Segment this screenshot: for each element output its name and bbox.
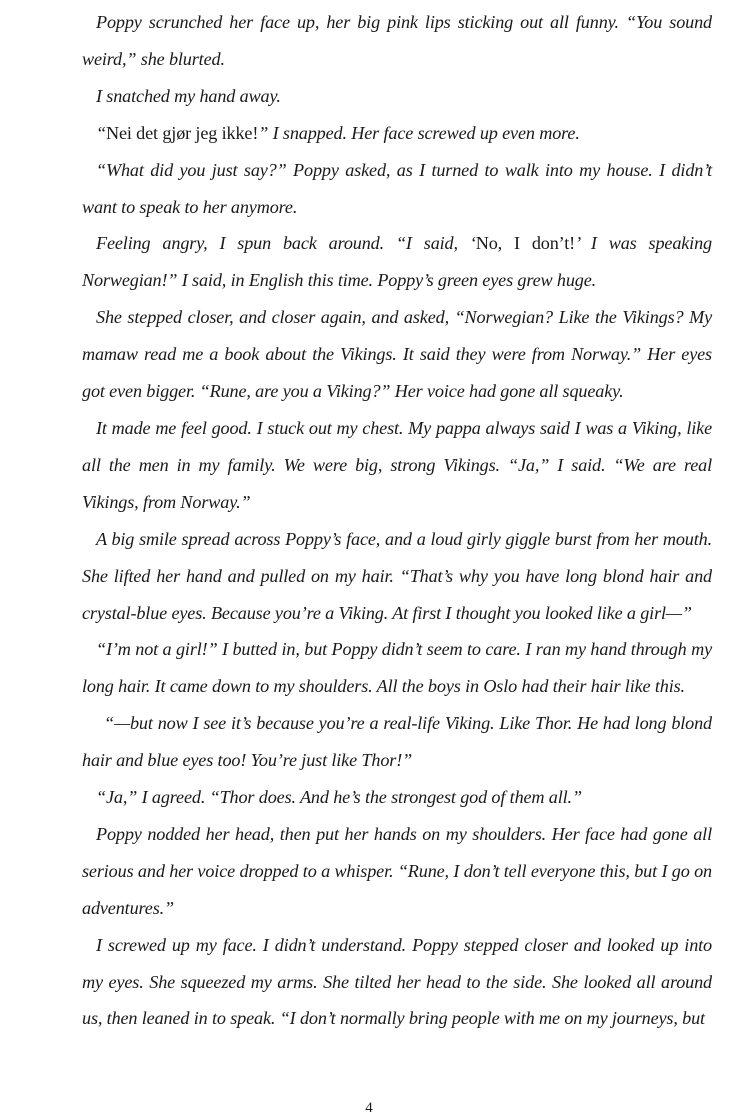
paragraph-3-part-3: ” I snapped. Her face screwed up even more. xyxy=(258,122,580,143)
paragraph-5 xyxy=(82,225,712,299)
paragraph-2: I snatched my hand away. xyxy=(96,85,281,106)
page-number: 4 xyxy=(365,1100,373,1116)
paragraph-8: A big smile spread across Poppy’s face, and a loud girly giggle burst from her mouth. She lifted her hand and pulled on my hair. “That’s why you have long blond hair and crystal-blue eyes. Because you’re a Viking. At first I thought you looked like a girl—” xyxy=(82,528,712,623)
translated-phrase: No, I don’t! xyxy=(475,233,576,254)
paragraph-1: Poppy scrunched her face up, her big pink lips sticking out all funny. “You sound weird,” she blurted. xyxy=(82,12,712,69)
paragraph-3 xyxy=(82,115,712,152)
paragraph-9: “I’m not a girl!” I butted in, but Poppy didn’t seem to care. I ran my hand through my long hair. It came down to my shoulders. All the boys in Oslo had their hair like this. xyxy=(82,639,712,697)
norwegian-phrase: Nei det gjør jeg ikke! xyxy=(105,122,259,143)
paragraph-5-part-3: ’ I was speaking Norwegian!” I said, in English this time. Poppy’s green eyes grew huge. xyxy=(82,233,712,291)
paragraph-10: “—but now I see it’s because you’re a real-life Viking. Like Thor. He had long blond hair and blue eyes too! You’re just like Thor!” xyxy=(82,713,712,771)
paragraph-5-part-1: Feeling angry, I spun back around. “I said, ‘ xyxy=(96,233,476,254)
paragraph-4: “What did you just say?” Poppy asked, as I turned to walk into my house. I didn’t want to speak to her anymore. xyxy=(82,159,712,217)
paragraph-13: I screwed up my face. I didn’t understand. Poppy stepped closer and looked up into my eyes. She squeezed my arms. She tilted her head to the side. She looked all around us, then leaned in to speak. “I don’t normally bring people with me on my journeys, but xyxy=(82,934,712,1029)
paragraph-3-part-1: “ xyxy=(96,122,106,143)
paragraph-7: It made me feel good. I stuck out my chest. My pappa always said I was a Viking, like all the men in my family. We were big, strong Vikings. “Ja,” I said. “We are real Vikings, from Norway.” xyxy=(82,417,712,512)
book-page-body xyxy=(82,4,712,1037)
paragraph-6: She stepped closer, and closer again, and asked, “Norwegian? Like the Vikings? My mamaw read me a book about the Vikings. It said they were from Norway.” Her eyes got even bigger. “Rune, are you a Viking?” Her voice had gone all squeaky. xyxy=(82,307,712,402)
paragraph-12: Poppy nodded her head, then put her hands on my shoulders. Her face had gone all serious and her voice dropped to a whisper. “Rune, I don’t tell everyone this, but I go on adventures.” xyxy=(82,823,712,918)
paragraph-11: “Ja,” I agreed. “Thor does. And he’s the strongest god of them all.” xyxy=(96,787,582,808)
